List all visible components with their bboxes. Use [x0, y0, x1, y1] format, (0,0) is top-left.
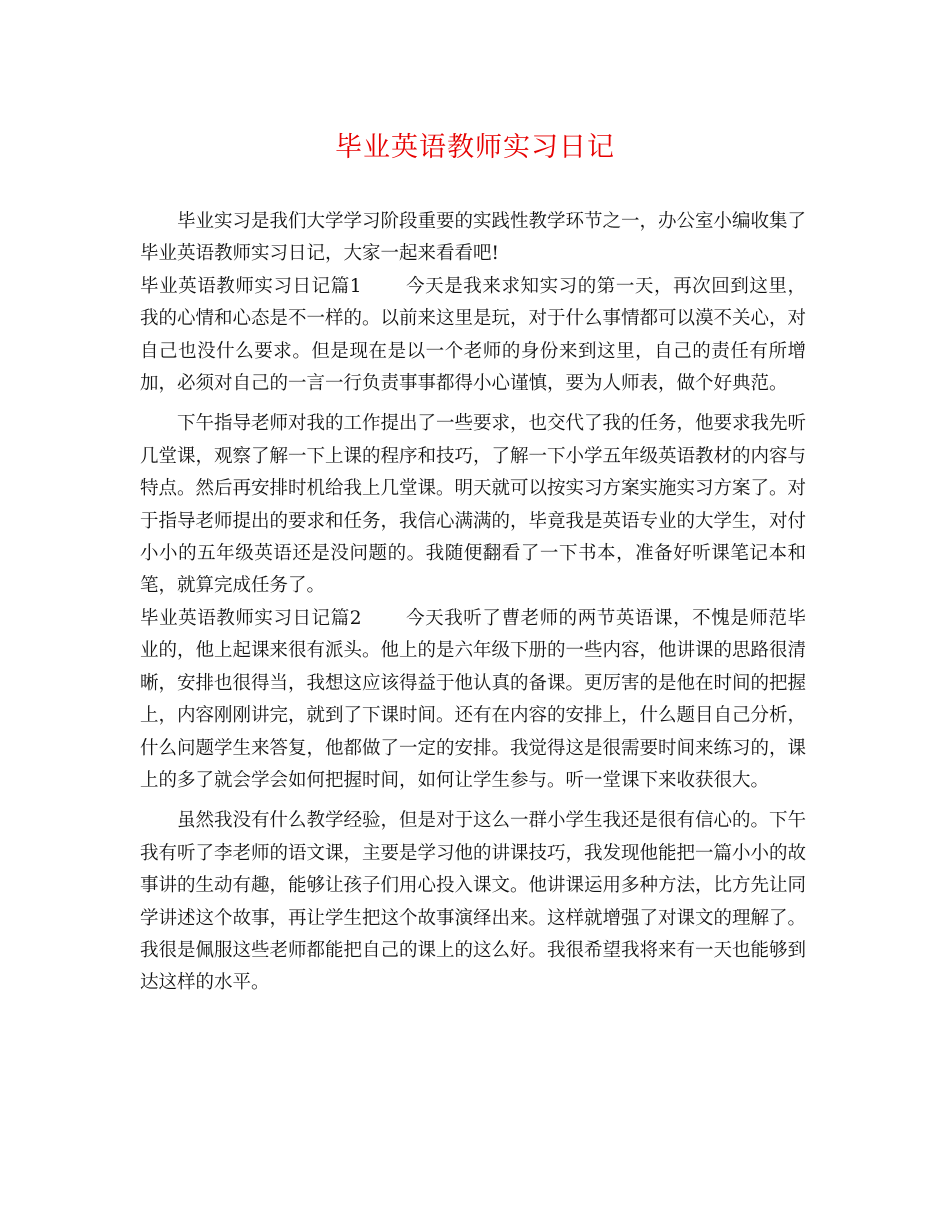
- entry-1-first-paragraph-text: 今天是我来求知实习的第一天，再次回到这里，我的心情和心态是不一样的。以前来这里是玩，对于什么事情都可以漠不关心，对自己也没什么要求。但是现在是以一个老师的身份来到这里，自己的责任有所增加，必须对自己的一言一行负责事事都得小心谨慎，要为人师表，做个好典范。: [140, 275, 807, 395]
- entry-2-paragraph-2: 虽然我没有什么教学经验，但是对于这么一群小学生我还是很有信心的。下午我有听了李老师的语文课，主要是学习他的讲课技巧，我发现他能把一篇小小的故事讲的生动有趣，能够让孩子们用心投入课文。他讲课运用多种方法，比方先让同学讲述这个故事，再让学生把这个故事演绎出来。这样就增强了对课文的理解了。我很是佩服这些老师都能把自己的课上的这么好。我很希望我将来有一天也能够到达这样的水平。: [140, 810, 807, 994]
- document-title: 毕业英语教师实习日记: [335, 132, 615, 163]
- intro-paragraph: 毕业实习是我们大学学习阶段重要的实践性教学环节之一，办公室小编收集了毕业英语教师实习日记，大家一起来看看吧!: [140, 211, 807, 265]
- entry-2-first-paragraph: [140, 603, 806, 797]
- entry-1-heading: 毕业英语教师实习日记篇1: [140, 275, 362, 297]
- entry-1-paragraph-2: 下午指导老师对我的工作提出了一些要求，也交代了我的任务，他要求我先听几堂课，观察了解一下上课的程序和技巧，了解一下小学五年级英语教材的内容与特点。然后再安排时机给我上几堂课。明天就可以按实习方案实施实习方案了。对于指导老师提出的要求和任务，我信心满满的，毕竟我是英语专业的大学生，对付小小的五年级英语还是没问题的。我随便翻看了一下书本，准备好听课笔记本和笔，就算完成任务了。: [140, 413, 807, 597]
- document-body: [140, 206, 806, 1000]
- entry-2-first-paragraph-text: 今天我听了曹老师的两节英语课，不愧是师范毕业的，他上起课来很有派头。他上的是六年级下册的一些内容，他讲课的思路很清晰，安排也很得当，我想这应该得益于他认真的备课。更厉害的是他在时间的把握上，内容刚刚讲完，就到了下课时间。还有在内容的安排上，什么题目自己分析，什么问题学生来答复，他都做了一定的安排。我觉得这是很需要时间来练习的，课上的多了就会学会如何把握时间，如何让学生参与。听一堂课下来收获很大。: [140, 607, 807, 791]
- entry-1-first-paragraph: [140, 271, 806, 401]
- entry-2-heading: 毕业英语教师实习日记篇2: [140, 607, 362, 629]
